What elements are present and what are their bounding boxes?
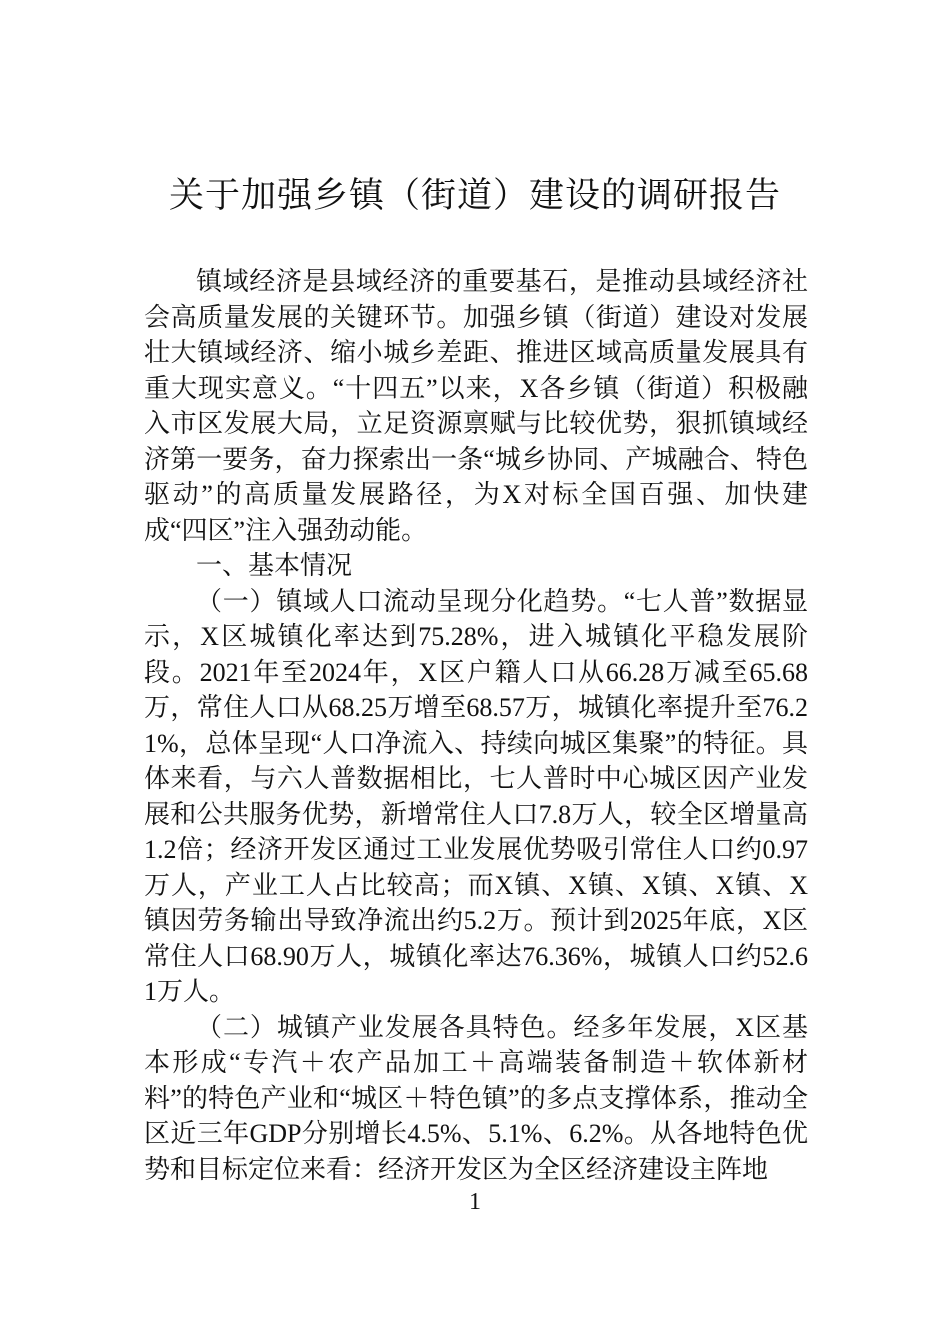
intro-paragraph: 镇域经济是县域经济的重要基石，是推动县域经济社会高质量发展的关键环节。加强乡镇（街道）建设对发展壮大镇域经济、缩小城乡差距、推进区域高质量发展具有重大现实意义。“十四五”以来，X各乡镇（街道）积极融入市区发展大局，立足资源禀赋与比较优势，狠抓镇域经济第一要务，奋力探索出一条“城乡协同、产城融合、特色驱动”的高质量发展路径，为X对标全国百强、加快建成“四区”注入强劲动能。 bbox=[144, 267, 808, 545]
document-body bbox=[144, 264, 808, 1187]
section-heading-basic-situation: 一、基本情况 bbox=[196, 551, 353, 580]
paragraph-population-flow: （一）镇域人口流动呈现分化趋势。“七人普”数据显示，X区城镇化率达到75.28%，进入城镇化平稳发展阶段。2021年至2024年，X区户籍人口从66.28万减至65.68万，常住人口从68.25万增至68.57万，城镇化率提升至76.21%，总体呈现“人口净流入、持续向城区集聚”的特征。具体来看，与六人普数据相比，七人普时中心城区因产业发展和公共服务优势，新增常住人口7.8万人，较全区增量高1.2倍；经济开发区通过工业发展优势吸引常住人口约0.97万人，产业工人占比较高；而X镇、X镇、X镇、X镇、X镇因劳务输出导致净流出约5.2万。预计到2025年底，X区常住人口68.90万人，城镇化率达76.36%，城镇人口约52.61万人。 bbox=[144, 586, 808, 1006]
page-number: 1 bbox=[469, 1189, 481, 1215]
document-title: 关于加强乡镇（街道）建设的调研报告 bbox=[168, 176, 781, 216]
paragraph-industry-development: （二）城镇产业发展各具特色。经多年发展，X区基本形成“专汽＋农产品加工＋高端装备制造＋软体新材料”的特色产业和“城区＋特色镇”的多点支撑体系，推动全区近三年GDP分别增长4.5%、5.1%、6.2%。从各地特色优势和目标定位来看：经济开发区为全区经济建设主阵地 bbox=[144, 1012, 808, 1184]
